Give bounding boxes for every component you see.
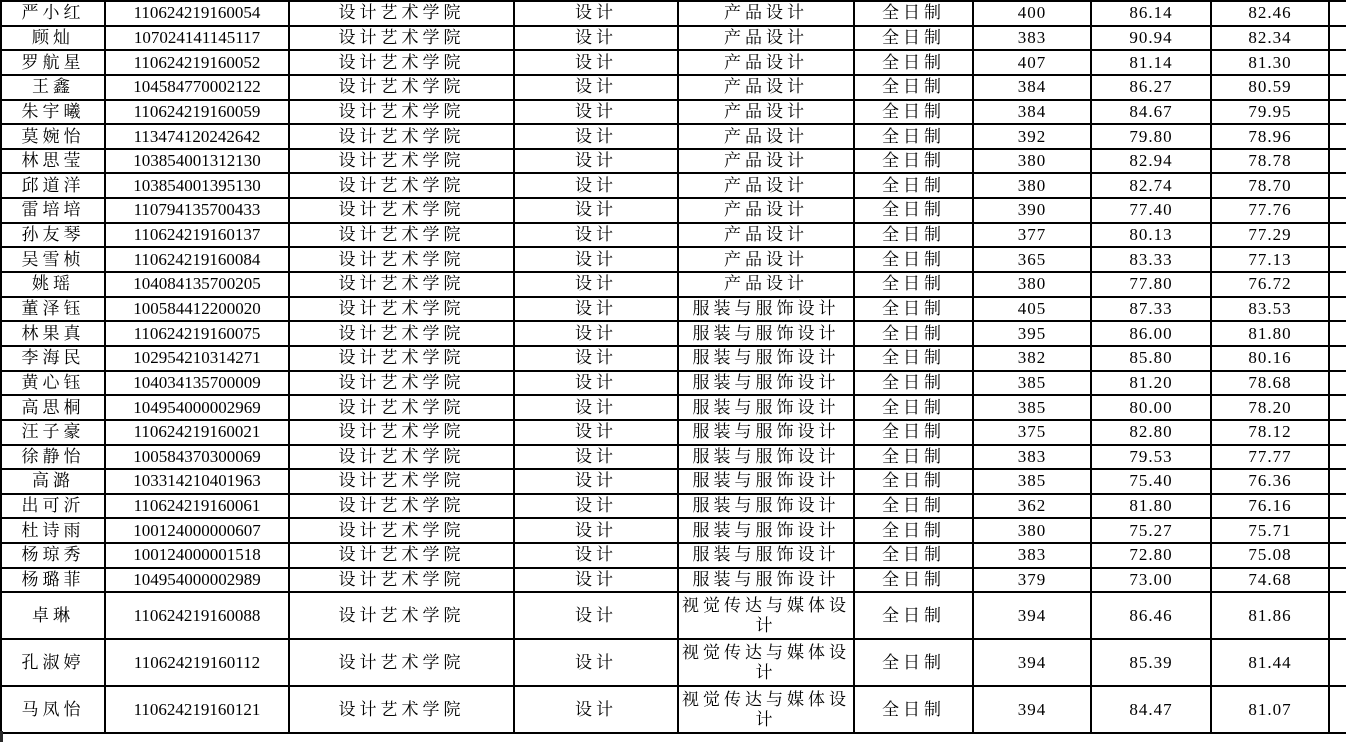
cell-college: 设计艺术学院: [289, 321, 514, 346]
cell-initial-score: 380: [973, 518, 1091, 543]
cell-college: 设计艺术学院: [289, 223, 514, 248]
cell-program: 产品设计: [678, 50, 854, 75]
cell-college: 设计艺术学院: [289, 469, 514, 494]
cell-major: 设计: [514, 686, 678, 733]
cell-college: 设计艺术学院: [289, 420, 514, 445]
cell-retest-score: 75.27: [1091, 518, 1211, 543]
cell-college: 设计艺术学院: [289, 395, 514, 420]
cell-college: 设计艺术学院: [289, 247, 514, 272]
cell-exam-id: 110624219160121: [105, 686, 289, 733]
cell-program: 产品设计: [678, 247, 854, 272]
cell-retest-score: 81.14: [1091, 50, 1211, 75]
cell-retest-score: 85.39: [1091, 639, 1211, 686]
cell-exam-id: 110624219160112: [105, 639, 289, 686]
cell-program: 服装与服饰设计: [678, 420, 854, 445]
cell-total-score: 74.68: [1211, 568, 1329, 593]
cell-name: 顾灿: [1, 26, 105, 51]
cell-major: 设计: [514, 420, 678, 445]
cell-exam-id: 113474120242642: [105, 124, 289, 149]
cell-exam-id: 104584770002122: [105, 75, 289, 100]
table-row: [1, 26, 1346, 51]
cell-major: 设计: [514, 445, 678, 470]
cell-study-mode: 全日制: [854, 445, 973, 470]
cell-program: 服装与服饰设计: [678, 321, 854, 346]
cell-total-score: 77.29: [1211, 223, 1329, 248]
cell-study-mode: 全日制: [854, 686, 973, 733]
cell-college: 设计艺术学院: [289, 26, 514, 51]
cell-edge-sliver: [1329, 173, 1346, 198]
table-row: [1, 639, 1346, 686]
cell-college: 设计艺术学院: [289, 639, 514, 686]
cell-edge-sliver: [1329, 1, 1346, 26]
cell-study-mode: 全日制: [854, 26, 973, 51]
cell-program: 产品设计: [678, 26, 854, 51]
cell-initial-score: 385: [973, 395, 1091, 420]
table-row: [1, 198, 1346, 223]
cell-edge-sliver: [1329, 50, 1346, 75]
cell-edge-sliver: [1329, 321, 1346, 346]
cell-program: 产品设计: [678, 1, 854, 26]
table-row: [1, 686, 1346, 733]
cell-retest-score: 79.53: [1091, 445, 1211, 470]
cell-exam-id: 107024141145117: [105, 26, 289, 51]
cell-name: 姚瑶: [1, 272, 105, 297]
cell-total-score: 78.68: [1211, 371, 1329, 396]
cell-major: 设计: [514, 100, 678, 125]
cell-name: 李海民: [1, 346, 105, 371]
cell-program: 产品设计: [678, 149, 854, 174]
cell-edge-sliver: [1329, 272, 1346, 297]
cell-retest-score: 80.00: [1091, 395, 1211, 420]
cell-total-score: 75.08: [1211, 543, 1329, 568]
cell-total-score: 75.71: [1211, 518, 1329, 543]
cell-college: 设计艺术学院: [289, 543, 514, 568]
cell-program: 产品设计: [678, 173, 854, 198]
cell-major: 设计: [514, 297, 678, 322]
cell-edge-sliver: [1329, 445, 1346, 470]
cell-total-score: 81.80: [1211, 321, 1329, 346]
table-row: [1, 247, 1346, 272]
cell-total-score: 78.12: [1211, 420, 1329, 445]
cell-edge-sliver: [1329, 543, 1346, 568]
cell-name: 吴雪桢: [1, 247, 105, 272]
cell-total-score: 82.46: [1211, 1, 1329, 26]
cell-study-mode: 全日制: [854, 346, 973, 371]
cell-edge-sliver: [1329, 371, 1346, 396]
cell-total-score: 81.86: [1211, 592, 1329, 639]
cell-initial-score: 383: [973, 445, 1091, 470]
cell-study-mode: 全日制: [854, 149, 973, 174]
cell-initial-score: 394: [973, 686, 1091, 733]
cell-college: 设计艺术学院: [289, 100, 514, 125]
cell-total-score: 77.76: [1211, 198, 1329, 223]
cell-name: 王鑫: [1, 75, 105, 100]
cell-exam-id: 110624219160084: [105, 247, 289, 272]
cell-retest-score: 75.40: [1091, 469, 1211, 494]
cell-edge-sliver: [1329, 100, 1346, 125]
cell-initial-score: 380: [973, 149, 1091, 174]
cell-study-mode: 全日制: [854, 321, 973, 346]
cell-retest-score: 83.33: [1091, 247, 1211, 272]
cell-major: 设计: [514, 26, 678, 51]
cell-retest-score: 77.80: [1091, 272, 1211, 297]
cell-total-score: 77.13: [1211, 247, 1329, 272]
cell-program: 视觉传达与媒体设计: [678, 686, 854, 733]
cell-exam-id: 104084135700205: [105, 272, 289, 297]
cell-edge-sliver: [1329, 198, 1346, 223]
cell-college: 设计艺术学院: [289, 75, 514, 100]
cell-initial-score: 380: [973, 272, 1091, 297]
cell-edge-sliver: [1329, 639, 1346, 686]
cell-edge-sliver: [1329, 75, 1346, 100]
cell-total-score: 79.95: [1211, 100, 1329, 125]
cell-initial-score: 365: [973, 247, 1091, 272]
cell-total-score: 81.44: [1211, 639, 1329, 686]
cell-program: 服装与服饰设计: [678, 543, 854, 568]
cell-major: 设计: [514, 518, 678, 543]
cell-edge-sliver: [1329, 26, 1346, 51]
cell-exam-id: 103854001312130: [105, 149, 289, 174]
cell-name: 孔淑婷: [1, 639, 105, 686]
cell-name: 罗航星: [1, 50, 105, 75]
cell-exam-id: 110624219160052: [105, 50, 289, 75]
cell-program: 产品设计: [678, 272, 854, 297]
cell-study-mode: 全日制: [854, 395, 973, 420]
cell-exam-id: 110624219160059: [105, 100, 289, 125]
cell-total-score: 76.16: [1211, 494, 1329, 519]
cell-study-mode: 全日制: [854, 100, 973, 125]
cell-exam-id: 110624219160021: [105, 420, 289, 445]
cell-college: 设计艺术学院: [289, 371, 514, 396]
page-edge-mark: [0, 731, 3, 742]
cell-name: 邱道洋: [1, 173, 105, 198]
table-row: [1, 223, 1346, 248]
cell-retest-score: 86.27: [1091, 75, 1211, 100]
cell-major: 设计: [514, 1, 678, 26]
cell-exam-id: 100584370300069: [105, 445, 289, 470]
cell-name: 孙友琴: [1, 223, 105, 248]
cell-name: 卓琳: [1, 592, 105, 639]
cell-name: 莫婉怡: [1, 124, 105, 149]
cell-initial-score: 362: [973, 494, 1091, 519]
cell-initial-score: 394: [973, 592, 1091, 639]
cell-total-score: 83.53: [1211, 297, 1329, 322]
cell-major: 设计: [514, 321, 678, 346]
cell-name: 严小红: [1, 1, 105, 26]
cell-major: 设计: [514, 149, 678, 174]
cell-college: 设计艺术学院: [289, 297, 514, 322]
cell-program: 产品设计: [678, 124, 854, 149]
table-row: [1, 75, 1346, 100]
cell-edge-sliver: [1329, 346, 1346, 371]
cell-edge-sliver: [1329, 124, 1346, 149]
cell-program: 服装与服饰设计: [678, 371, 854, 396]
cell-exam-id: 100124000001518: [105, 543, 289, 568]
cell-total-score: 78.78: [1211, 149, 1329, 174]
cell-total-score: 78.70: [1211, 173, 1329, 198]
cell-college: 设计艺术学院: [289, 568, 514, 593]
cell-college: 设计艺术学院: [289, 592, 514, 639]
cell-initial-score: 395: [973, 321, 1091, 346]
cell-edge-sliver: [1329, 395, 1346, 420]
cell-name: 汪子豪: [1, 420, 105, 445]
cell-study-mode: 全日制: [854, 568, 973, 593]
cell-retest-score: 86.14: [1091, 1, 1211, 26]
cell-initial-score: 392: [973, 124, 1091, 149]
cell-total-score: 81.07: [1211, 686, 1329, 733]
cell-major: 设计: [514, 75, 678, 100]
cell-total-score: 78.96: [1211, 124, 1329, 149]
cell-edge-sliver: [1329, 223, 1346, 248]
cell-retest-score: 82.74: [1091, 173, 1211, 198]
cell-study-mode: 全日制: [854, 223, 973, 248]
cell-total-score: 76.36: [1211, 469, 1329, 494]
cell-major: 设计: [514, 247, 678, 272]
table-row: [1, 124, 1346, 149]
cell-study-mode: 全日制: [854, 371, 973, 396]
cell-program: 服装与服饰设计: [678, 568, 854, 593]
cell-retest-score: 82.80: [1091, 420, 1211, 445]
cell-study-mode: 全日制: [854, 297, 973, 322]
cell-initial-score: 400: [973, 1, 1091, 26]
table-row: [1, 173, 1346, 198]
cell-edge-sliver: [1329, 420, 1346, 445]
cell-exam-id: 103854001395130: [105, 173, 289, 198]
cell-name: 马凤怡: [1, 686, 105, 733]
cell-college: 设计艺术学院: [289, 50, 514, 75]
cell-name: 杜诗雨: [1, 518, 105, 543]
cell-name: 林思莹: [1, 149, 105, 174]
cell-program: 服装与服饰设计: [678, 518, 854, 543]
cell-initial-score: 390: [973, 198, 1091, 223]
cell-program: 服装与服饰设计: [678, 445, 854, 470]
cell-exam-id: 102954210314271: [105, 346, 289, 371]
cell-major: 设计: [514, 272, 678, 297]
cell-retest-score: 84.67: [1091, 100, 1211, 125]
table-row: [1, 395, 1346, 420]
table-row: [1, 420, 1346, 445]
cell-exam-id: 110624219160075: [105, 321, 289, 346]
cell-name: 董泽钰: [1, 297, 105, 322]
cell-program: 服装与服饰设计: [678, 494, 854, 519]
cell-initial-score: 385: [973, 469, 1091, 494]
cell-study-mode: 全日制: [854, 518, 973, 543]
table-row: [1, 50, 1346, 75]
cell-edge-sliver: [1329, 469, 1346, 494]
cell-exam-id: 104954000002989: [105, 568, 289, 593]
table-row: [1, 568, 1346, 593]
cell-college: 设计艺术学院: [289, 272, 514, 297]
cell-program: 产品设计: [678, 100, 854, 125]
cell-retest-score: 87.33: [1091, 297, 1211, 322]
cell-edge-sliver: [1329, 686, 1346, 733]
cell-college: 设计艺术学院: [289, 346, 514, 371]
cell-initial-score: 377: [973, 223, 1091, 248]
table-row: [1, 592, 1346, 639]
table-row: [1, 149, 1346, 174]
cell-edge-sliver: [1329, 518, 1346, 543]
cell-edge-sliver: [1329, 297, 1346, 322]
cell-retest-score: 86.00: [1091, 321, 1211, 346]
cell-major: 设计: [514, 469, 678, 494]
cell-total-score: 82.34: [1211, 26, 1329, 51]
cell-exam-id: 110794135700433: [105, 198, 289, 223]
cell-total-score: 76.72: [1211, 272, 1329, 297]
cell-study-mode: 全日制: [854, 124, 973, 149]
cell-name: 雷培培: [1, 198, 105, 223]
table-row: [1, 100, 1346, 125]
cell-name: 出可沂: [1, 494, 105, 519]
cell-retest-score: 86.46: [1091, 592, 1211, 639]
cell-program: 服装与服饰设计: [678, 395, 854, 420]
cell-initial-score: 380: [973, 173, 1091, 198]
cell-college: 设计艺术学院: [289, 198, 514, 223]
table-row: [1, 297, 1346, 322]
cell-study-mode: 全日制: [854, 469, 973, 494]
cell-exam-id: 104034135700009: [105, 371, 289, 396]
table-row: [1, 321, 1346, 346]
cell-program: 视觉传达与媒体设计: [678, 639, 854, 686]
cell-exam-id: 103314210401963: [105, 469, 289, 494]
table-row: [1, 469, 1346, 494]
cell-college: 设计艺术学院: [289, 124, 514, 149]
cell-study-mode: 全日制: [854, 592, 973, 639]
cell-study-mode: 全日制: [854, 494, 973, 519]
table-row: [1, 272, 1346, 297]
cell-exam-id: 100584412200020: [105, 297, 289, 322]
cell-program: 产品设计: [678, 75, 854, 100]
cell-college: 设计艺术学院: [289, 686, 514, 733]
cell-name: 高思桐: [1, 395, 105, 420]
cell-major: 设计: [514, 543, 678, 568]
cell-major: 设计: [514, 568, 678, 593]
cell-college: 设计艺术学院: [289, 445, 514, 470]
cell-major: 设计: [514, 639, 678, 686]
cell-total-score: 80.16: [1211, 346, 1329, 371]
cell-edge-sliver: [1329, 494, 1346, 519]
cell-college: 设计艺术学院: [289, 494, 514, 519]
cell-total-score: 81.30: [1211, 50, 1329, 75]
cell-retest-score: 90.94: [1091, 26, 1211, 51]
cell-major: 设计: [514, 173, 678, 198]
cell-initial-score: 385: [973, 371, 1091, 396]
cell-retest-score: 81.20: [1091, 371, 1211, 396]
cell-major: 设计: [514, 494, 678, 519]
cell-edge-sliver: [1329, 592, 1346, 639]
cell-study-mode: 全日制: [854, 75, 973, 100]
cell-initial-score: 405: [973, 297, 1091, 322]
cell-study-mode: 全日制: [854, 50, 973, 75]
cell-study-mode: 全日制: [854, 198, 973, 223]
cell-edge-sliver: [1329, 568, 1346, 593]
cell-major: 设计: [514, 395, 678, 420]
table-row: [1, 518, 1346, 543]
cell-name: 杨琼秀: [1, 543, 105, 568]
cell-study-mode: 全日制: [854, 639, 973, 686]
cell-college: 设计艺术学院: [289, 149, 514, 174]
cell-major: 设计: [514, 50, 678, 75]
cell-name: 林果真: [1, 321, 105, 346]
admission-score-table-body: [1, 1, 1346, 733]
cell-initial-score: 382: [973, 346, 1091, 371]
cell-major: 设计: [514, 198, 678, 223]
cell-total-score: 78.20: [1211, 395, 1329, 420]
table-row: [1, 1, 1346, 26]
cell-total-score: 80.59: [1211, 75, 1329, 100]
table-row: [1, 371, 1346, 396]
cell-study-mode: 全日制: [854, 1, 973, 26]
cell-initial-score: 394: [973, 639, 1091, 686]
cell-retest-score: 72.80: [1091, 543, 1211, 568]
cell-program: 视觉传达与媒体设计: [678, 592, 854, 639]
cell-college: 设计艺术学院: [289, 1, 514, 26]
table-row: [1, 346, 1346, 371]
cell-initial-score: 384: [973, 75, 1091, 100]
cell-retest-score: 81.80: [1091, 494, 1211, 519]
cell-edge-sliver: [1329, 149, 1346, 174]
cell-college: 设计艺术学院: [289, 173, 514, 198]
cell-exam-id: 100124000000607: [105, 518, 289, 543]
cell-name: 高潞: [1, 469, 105, 494]
cell-retest-score: 85.80: [1091, 346, 1211, 371]
cell-major: 设计: [514, 346, 678, 371]
cell-major: 设计: [514, 592, 678, 639]
cell-study-mode: 全日制: [854, 247, 973, 272]
cell-exam-id: 110624219160061: [105, 494, 289, 519]
cell-exam-id: 110624219160054: [105, 1, 289, 26]
cell-retest-score: 79.80: [1091, 124, 1211, 149]
cell-name: 黄心钰: [1, 371, 105, 396]
cell-initial-score: 375: [973, 420, 1091, 445]
cell-initial-score: 407: [973, 50, 1091, 75]
cell-initial-score: 383: [973, 543, 1091, 568]
cell-exam-id: 110624219160088: [105, 592, 289, 639]
table-row: [1, 494, 1346, 519]
cell-initial-score: 379: [973, 568, 1091, 593]
cell-name: 杨璐菲: [1, 568, 105, 593]
cell-study-mode: 全日制: [854, 173, 973, 198]
cell-program: 产品设计: [678, 223, 854, 248]
table-row: [1, 543, 1346, 568]
cell-name: 徐静怡: [1, 445, 105, 470]
cell-study-mode: 全日制: [854, 420, 973, 445]
cell-retest-score: 82.94: [1091, 149, 1211, 174]
cell-name: 朱宇曦: [1, 100, 105, 125]
cell-initial-score: 384: [973, 100, 1091, 125]
cell-study-mode: 全日制: [854, 272, 973, 297]
cell-exam-id: 104954000002969: [105, 395, 289, 420]
cell-major: 设计: [514, 124, 678, 149]
cell-total-score: 77.77: [1211, 445, 1329, 470]
cell-exam-id: 110624219160137: [105, 223, 289, 248]
cell-program: 产品设计: [678, 198, 854, 223]
cell-retest-score: 80.13: [1091, 223, 1211, 248]
cell-edge-sliver: [1329, 247, 1346, 272]
cell-retest-score: 73.00: [1091, 568, 1211, 593]
cell-initial-score: 383: [973, 26, 1091, 51]
cell-program: 服装与服饰设计: [678, 469, 854, 494]
cell-program: 服装与服饰设计: [678, 297, 854, 322]
cell-retest-score: 84.47: [1091, 686, 1211, 733]
cell-retest-score: 77.40: [1091, 198, 1211, 223]
cell-major: 设计: [514, 371, 678, 396]
cell-program: 服装与服饰设计: [678, 346, 854, 371]
cell-major: 设计: [514, 223, 678, 248]
cell-college: 设计艺术学院: [289, 518, 514, 543]
cell-study-mode: 全日制: [854, 543, 973, 568]
table-row: [1, 445, 1346, 470]
